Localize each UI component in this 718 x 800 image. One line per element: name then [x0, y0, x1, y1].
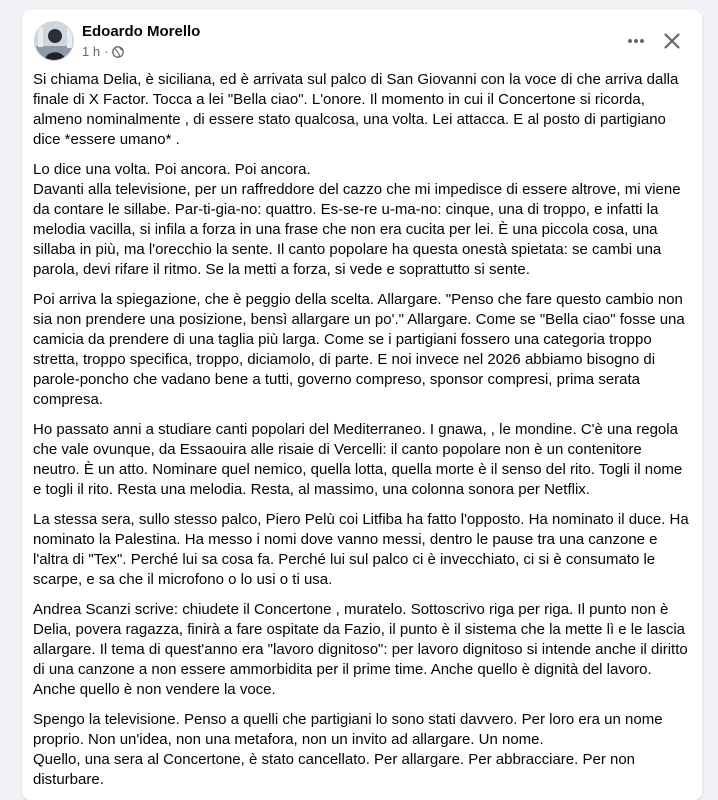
meta-separator: ·: [104, 44, 109, 59]
close-icon: [662, 31, 682, 51]
post-paragraph-7: Spengo la televisione. Penso a quelli che partigiani lo sono stati davvero. Per loro era un nome proprio. Non un'idea, non una metafora, non un invito ad allargare. Un nome. Quello, una sera al Concertone, è stato cancellato. Per allargare. Per abbracciare. Per non disturbare.: [33, 711, 663, 788]
author-name[interactable]: Edoardo Morello: [82, 23, 201, 40]
avatar[interactable]: [34, 21, 74, 61]
post-paragraph-3: Poi arriva la spiegazione, che è peggio della scelta. Allargare. "Penso che fare questo cambio non sia non prendere una posizione, bensì allargare un po'." Allargare. Come se "Bella ciao" fosse una camicia da prendere di una taglia più larga. Come se i partigiani fossero una categoria troppo stretta, troppo specifica, troppo, diciamolo, di parte. E noi invece nel 2026 abbiamo bisogno di parole-poncho che vadano bene a tutti, governo compreso, sponsor compresi, prima serata compresa.: [33, 291, 685, 408]
post-paragraph-6: Andrea Scanzi scrive: chiudete il Concertone , muratelo. Sottoscrivo riga per riga. Il punto non è Delia, povera ragazza, finirà a fare ospitate da Fazio, il punto è il sistema che la mette lì e le lascia allargare. Il tema di quest'anno era "lavoro dignitoso": per lavoro dignitoso si intende anche il diritto di una canzone a non essere ammorbidita per il prime time. Anche quello è dignità del lavoro. Anche quello è non vendere la voce.: [33, 601, 688, 698]
more-options-button[interactable]: [619, 24, 653, 58]
post-header: [22, 10, 702, 70]
post-paragraph-1: Si chiama Delia, è siciliana, ed è arrivata sul palco di San Giovanni con la voce di che arriva dalla finale di X Factor. Tocca a lei "Bella ciao". L'onore. Il momento in cui il Concertone si ricorda, almeno nominalmente , di essere stato qualcosa, una volta. Lei attacca. E al posto di partigiano dice *essere umano* .: [33, 71, 679, 148]
post-paragraph-5: La stessa sera, sullo stesso palco, Piero Pelù coi Litfiba ha fatto l'opposto. Ha nominato il duce. Ha nominato la Palestina. Ha messo i nomi dove vanno messi, dentro le pause tra una canzone e l'altra di "Tex". Perché lui sa cosa fa. Perché lui sul palco ci è invecchiato, ci si è consumato le scarpe, e sa che il microfono o lo usi o ti usa.: [33, 511, 689, 588]
post-meta: [82, 44, 124, 59]
post-paragraph-4: Ho passato anni a studiare canti popolari del Mediterraneo. I gnawa, , le mondine. C'è una regola che vale ovunque, da Essaouira alle risaie di Vercelli: il canto popolare non è un contenitore neutro. È un atto. Nominare quel nemico, quella lotta, quella morte è il senso del rito. Togli il nome e togli il rito. Resta una melodia. Resta, al massimo, una colonna sonora per Netflix.: [33, 421, 683, 498]
more-options-icon: [626, 31, 646, 51]
profile-picture: [35, 22, 74, 61]
post-paragraph-2: Lo dice una volta. Poi ancora. Poi ancora. Davanti alla televisione, per un raffreddore del cazzo che mi impedisce di essere altrove, mi viene da contare le sillabe. Par-ti-gia-no: quattro. Es-se-re u-ma-no: cinque, una di troppo, e infatti la melodia vacilla, si infila a forza in una frase che non era cucita per lei. È una piccola cosa, una sillaba in più, ma l'orecchio la sente. Il canto popolare ha questa onestà spietata: se cambi una parola, devi rifare il ritmo. Se la metti a forza, si vede e soprattutto si sente.: [33, 161, 681, 278]
close-button[interactable]: [655, 24, 689, 58]
post-card: [22, 10, 702, 800]
globe-icon[interactable]: [112, 46, 124, 58]
post-body: [33, 70, 689, 800]
post-time[interactable]: 1 h: [82, 44, 101, 59]
